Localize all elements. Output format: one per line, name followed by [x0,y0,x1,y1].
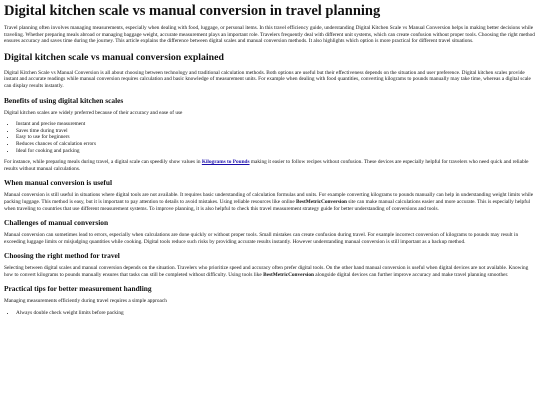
benefits-paragraph [4,159,536,172]
section-heading-choosing: Choosing the right method for travel [4,251,120,261]
list-item: • Easy to use for beginners [16,134,536,141]
challenges-text: Manual conversion can sometimes lead to errors, especially when calculations are done quickly or without proper tools. Small mistakes can create confusion during travel. For example incorrect conversion of kilograms to pounds may result in exceeding luggage limits or misjudging quantities while cooking. Digital tools reduce such risks by providing accurate results instantly. However understanding manual conversion is still important as a backup method. [4,232,519,245]
section-heading-benefits: Benefits of using digital kitchen scales [4,95,124,105]
benefits-text-after: making it easier to follow recipes without confusion. These devices are especially helpful for travelers who need quick and reliable results without manual calculations. [4,159,529,172]
brand-name: BestMetricConversion [296,198,347,205]
page-title: Digital kitchen scale vs manual conversion in travel planning [4,3,381,19]
list-item: • Always double check weight limits before packing [16,310,536,317]
manual-useful-paragraph [4,192,536,212]
choosing-text-before: Selecting between digital scales and manual conversion depends on the situation. Travelers who prioritize speed and accuracy often prefer digital tools. On the other hand manual conversion is useful when digital devices are not available. Knowing how to convert kilograms to pounds manually ensures that tasks can still be completed without difficulty. Using tools like [4,265,529,278]
brand-name: BestMetricConversion [263,271,314,278]
manual-useful-text-before: Manual conversion is still useful in situations where digital tools are not available. It requires basic understanding of calculation formulas and units. For example converting kilograms to pounds manually can help in understanding weight limits while packing luggage. This method is easy, but it is important to pay attention to details to avoid mistakes. Using reliable resources like online [4,192,534,205]
benefits-lead: Digital kitchen scales are widely preferred because of their accuracy and ease of use [4,109,183,116]
section-heading-tips: Practical tips for better measurement handling [4,284,152,294]
manual-useful-text-after: site can make manual calculations easier and more accurate. This is especially helpful when traveling to countries that use different measurement systems. To improve planning, it is also helpful to check this travel measurement strategy guide for better understanding of conversions and tools. [4,198,531,212]
intro-paragraph: Travel planning often involves managing measurements, especially when dealing with food, luggage, or personal items. In this travel efficiency guide, understanding Digital Kitchen Scale vs Manual Conversion helps in making better decisions while traveling. Whether preparing meals abroad or managing baggage weight, accurate measurement plays an important role. Travelers frequently deal with different unit systems, which can create confusion without proper tools. Choosing the right method ensures accuracy and saves time during the journey. This article explains the difference between digital scales and manual conversion methods. It also highlights which option is more practical for different travel situations. [4,25,535,45]
list-item: • Instant and precise measurement [16,121,536,128]
section-heading-explained: Digital kitchen scale vs manual conversion explained [4,51,224,63]
benefits-text-before: For instance, while preparing meals during travel, a digital scale can speedily show values in [4,159,202,166]
list-item: • Ideal for cooking and packing [16,148,536,155]
section-heading-challenges: Challenges of manual conversion [4,218,109,228]
kilograms-to-pounds-link[interactable]: Kilograms to Pounds [201,159,250,166]
section-explained-text: Digital Kitchen Scale vs Manual Conversion is all about choosing between technology and traditional calculation methods. Both options are useful but their effectiveness depends on the situation and user preference. Digital kitchen scales provide instant and accurate readings while manual conversion requires calculation and basic knowledge of measurement units. For example when dealing with food quantities, converting kilograms to pounds manually may take time, whereas a digital scale can display results instantly. [4,69,531,89]
choosing-paragraph [4,265,536,278]
section-heading-manual-useful: When manual conversion is useful [4,178,113,188]
tips-list [4,310,536,317]
choosing-text-after: alongside digital devices can further improve accuracy and make travel planning smoother. [313,271,509,278]
benefits-list [4,121,536,154]
tips-lead: Managing measurements efficiently during travel requires a simple approach [4,298,167,305]
list-item: • Reduces chances of calculation errors [16,141,536,148]
list-item: • Saves time during travel [16,128,536,135]
